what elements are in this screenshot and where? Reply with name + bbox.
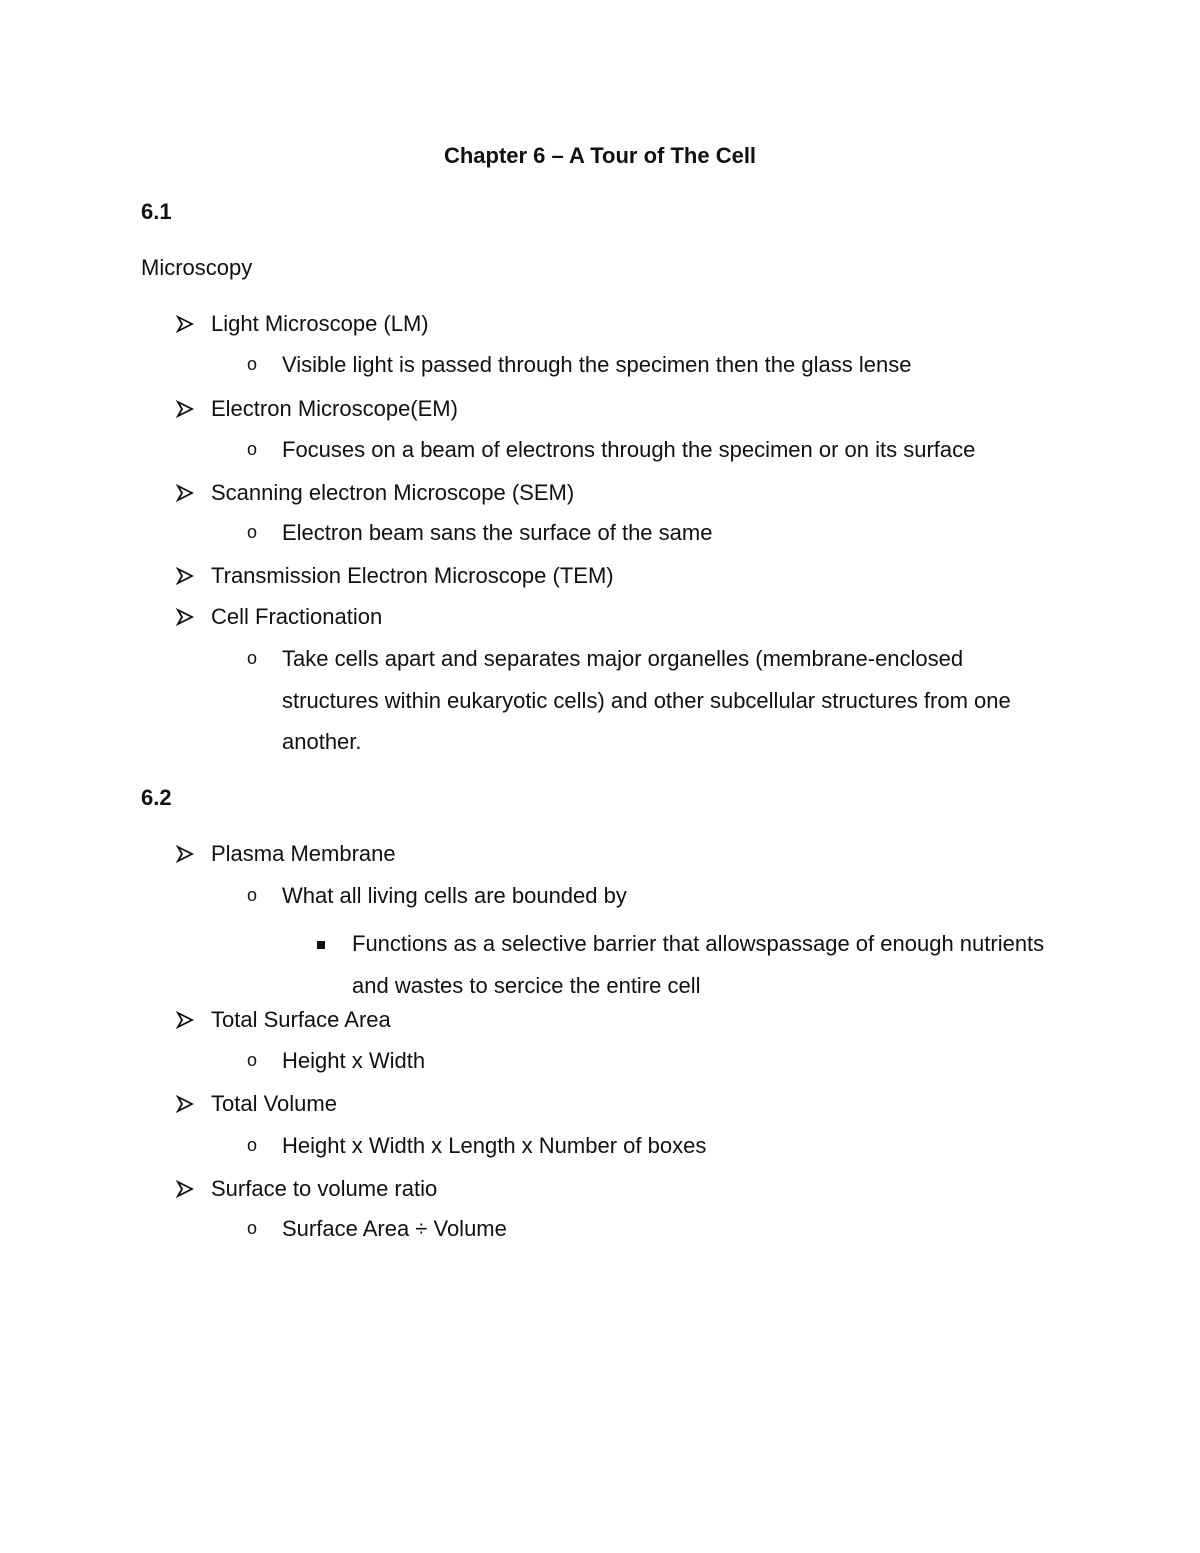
square-bullet-icon xyxy=(317,941,325,949)
sub-list-item-text: Focuses on a beam of electrons through the specimen or on its surface xyxy=(282,437,976,462)
list-item-label: Scanning electron Microscope (SEM) xyxy=(211,480,575,505)
arrowhead-bullet-icon xyxy=(176,1089,196,1119)
sub-bullet-marker: o xyxy=(247,885,258,905)
list-item-label: Plasma Membrane xyxy=(211,841,396,866)
list-item-label: Surface to volume ratio xyxy=(211,1176,438,1201)
arrowhead-bullet-icon xyxy=(176,478,196,508)
sub-list-item-text: What all living cells are bounded by xyxy=(282,883,627,908)
arrowhead-bullet-icon xyxy=(176,1174,196,1204)
sub-list-item-text: Take cells apart and separates major organelles (membrane-enclosed structures within eukaryotic cells) and other subcellular structures from one another. xyxy=(282,646,1011,754)
list-item-label: Total Surface Area xyxy=(211,1007,391,1032)
list-item-label: Cell Fractionation xyxy=(211,604,383,629)
sub-list-item-text: Height x Width xyxy=(282,1048,426,1073)
arrowhead-bullet-icon xyxy=(176,1005,196,1035)
arrowhead-bullet-icon xyxy=(176,602,196,632)
list-item-label: Light Microscope (LM) xyxy=(211,311,429,336)
sub-list-item-text: Visible light is passed through the specimen then the glass lense xyxy=(282,352,912,377)
section-subheading: Microscopy xyxy=(141,255,253,280)
sub-bullet-marker: o xyxy=(247,522,258,542)
section-heading-6-1: 6.1 xyxy=(141,199,172,224)
arrowhead-bullet-icon xyxy=(176,309,196,339)
sub-list-item-text: Electron beam sans the surface of the same xyxy=(282,520,713,545)
sub-list-item-text: Surface Area ÷ Volume xyxy=(282,1216,507,1241)
sub-bullet-marker: o xyxy=(247,1050,258,1070)
section-heading-6-2: 6.2 xyxy=(141,785,172,810)
list-item-label: Transmission Electron Microscope (TEM) xyxy=(211,563,614,588)
sub-bullet-marker: o xyxy=(247,439,258,459)
page-title: Chapter 6 – A Tour of The Cell xyxy=(443,143,757,168)
sub-bullet-marker: o xyxy=(247,648,258,668)
arrowhead-bullet-icon xyxy=(176,561,196,591)
sub-bullet-marker: o xyxy=(247,1218,258,1238)
list-item-label: Electron Microscope(EM) xyxy=(211,396,458,421)
arrowhead-bullet-icon xyxy=(176,394,196,424)
sub-bullet-marker: o xyxy=(247,354,258,374)
arrowhead-bullet-icon xyxy=(176,839,196,869)
sub-bullet-marker: o xyxy=(247,1135,258,1155)
sub-list-item-text: Height x Width x Length x Number of boxes xyxy=(282,1133,707,1158)
list-item-label: Total Volume xyxy=(211,1091,337,1116)
sub-sub-list-item-text: Functions as a selective barrier that allowspassage of enough nutrients and wastes to sercice the entire cell xyxy=(352,931,1045,998)
